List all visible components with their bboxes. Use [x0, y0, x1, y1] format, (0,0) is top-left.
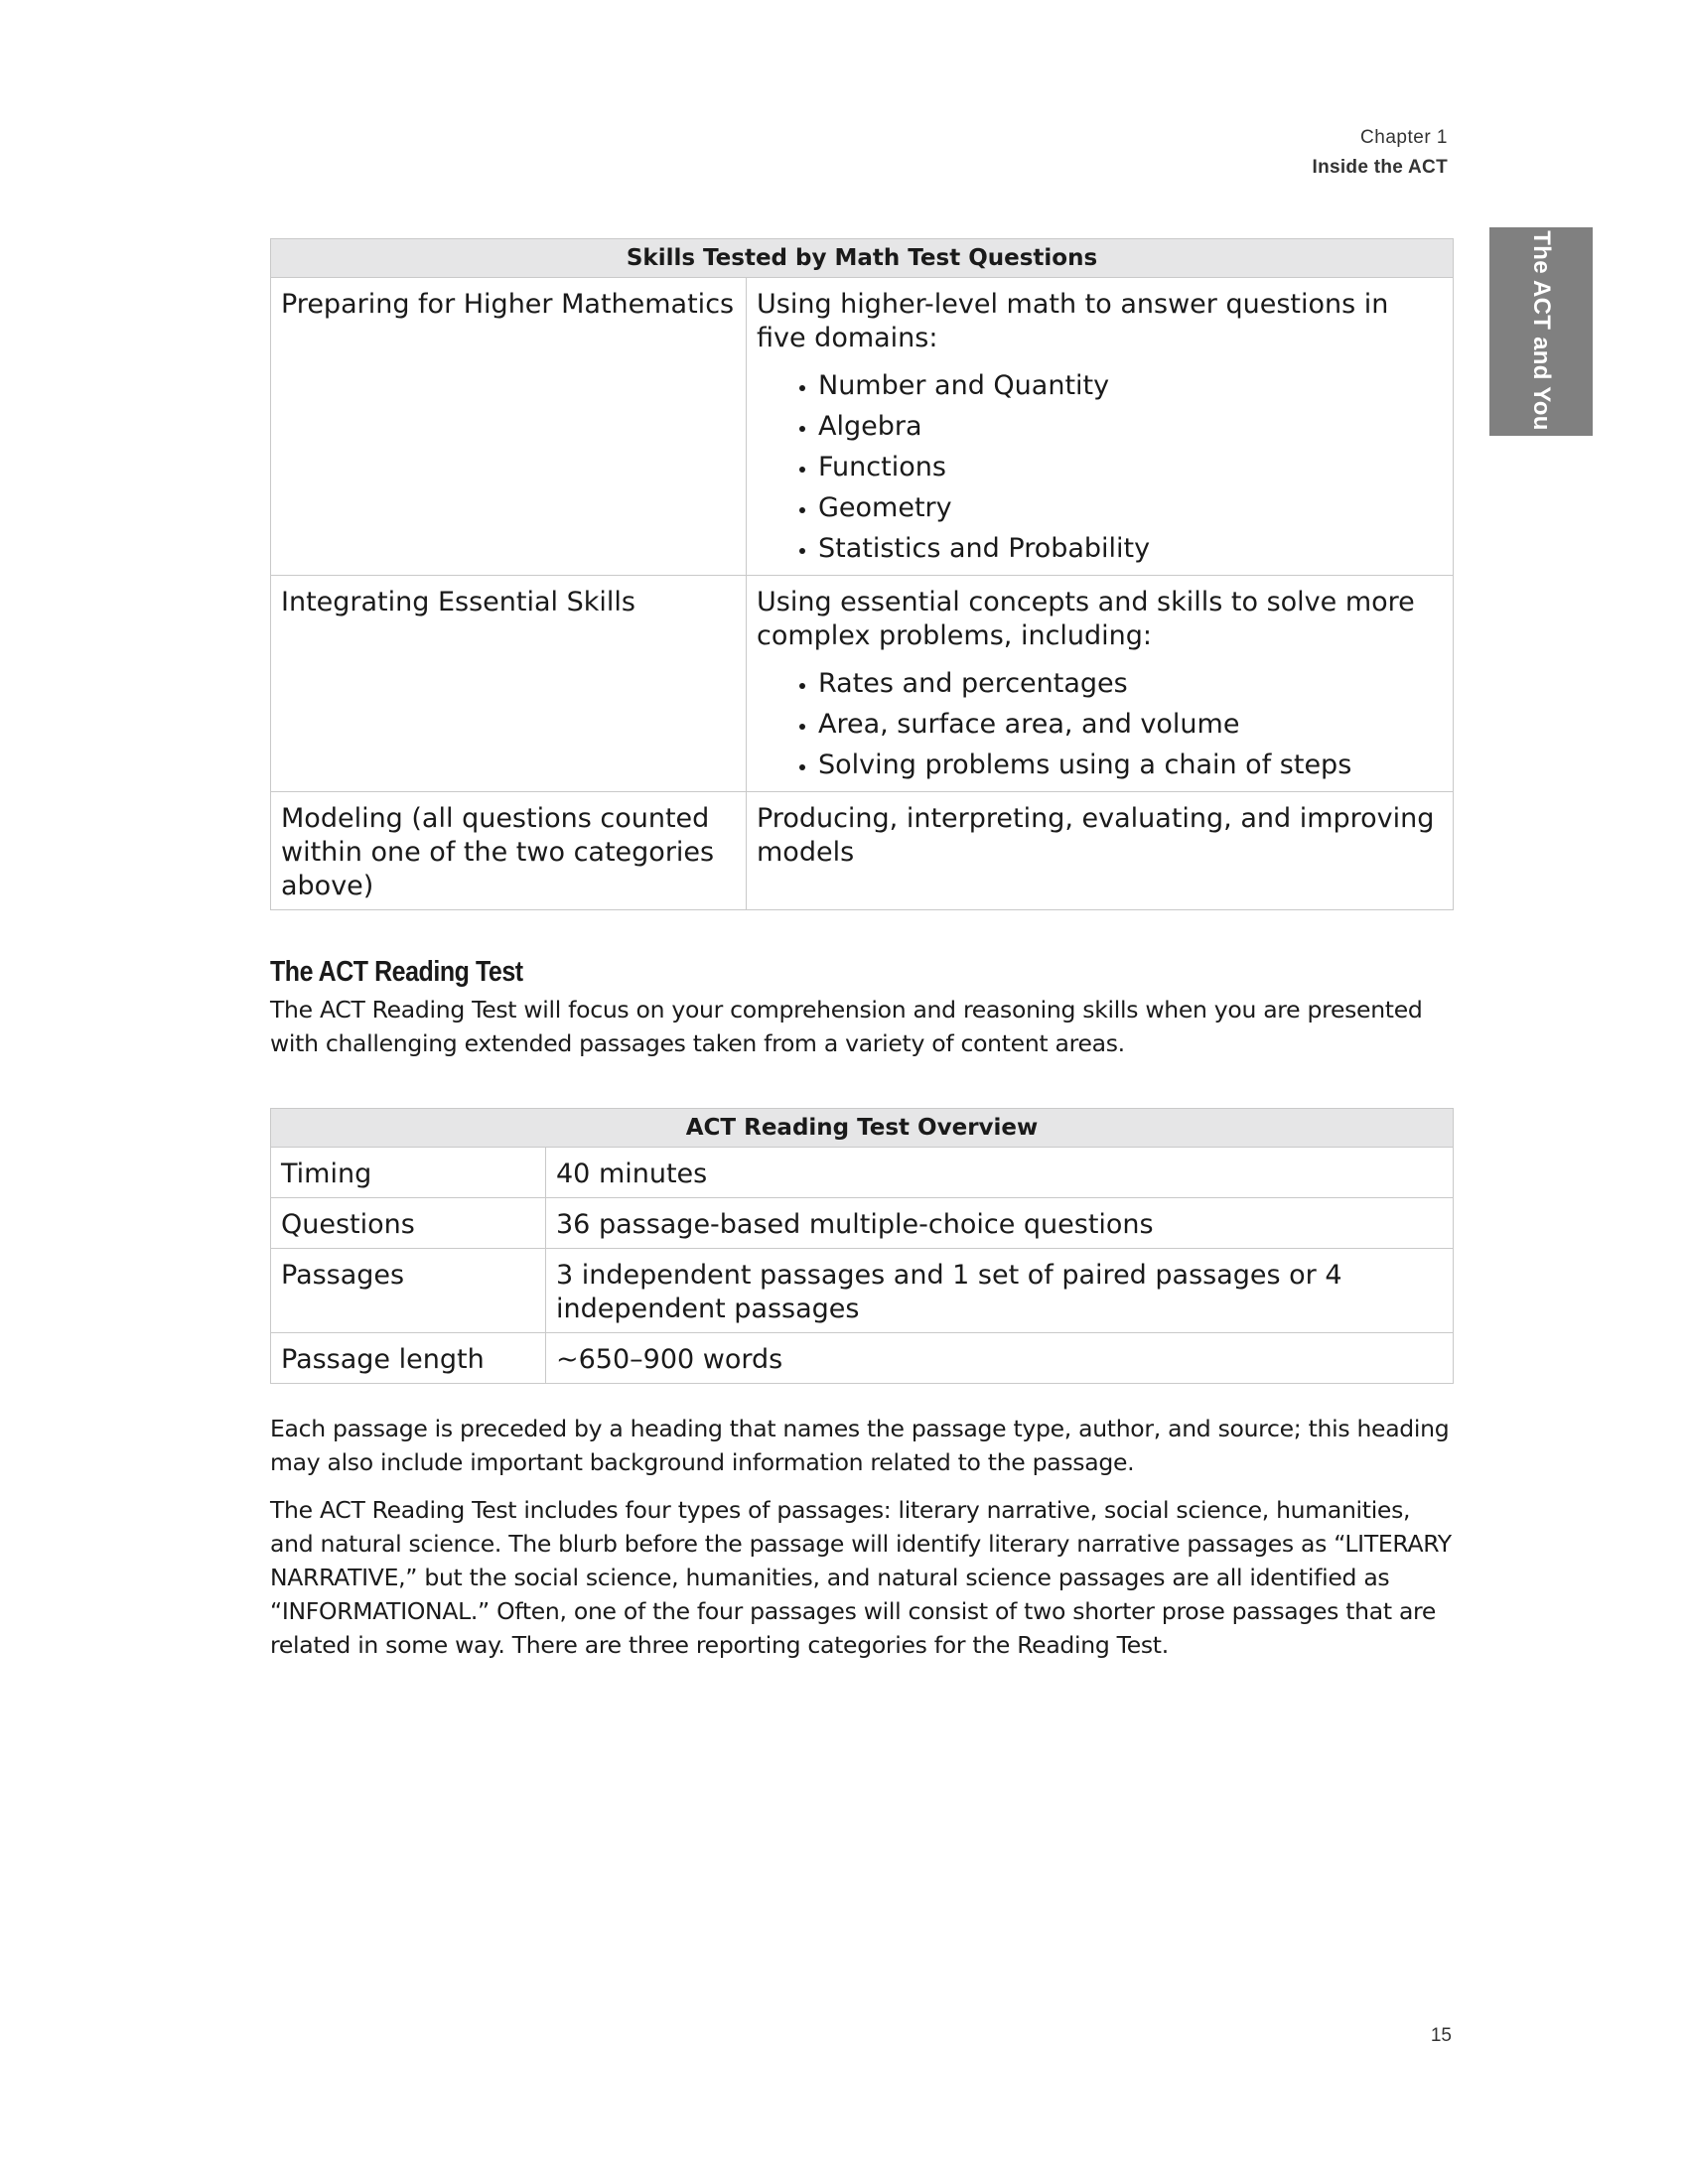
reading-table-title: ACT Reading Test Overview [271, 1109, 1454, 1148]
category-cell: Preparing for Higher Mathematics [271, 278, 747, 576]
math-skills-table [270, 238, 1454, 910]
description-cell [747, 576, 1454, 792]
description-text: Using essential concepts and skills to solve more complex problems, including: [757, 587, 1415, 651]
list-item: • Area, surface area, and volume [818, 704, 1443, 745]
table-row [271, 1333, 1454, 1384]
table-row [271, 1198, 1454, 1249]
list-item: • Geometry [818, 487, 1443, 528]
label-cell: Passage length [271, 1333, 546, 1384]
list-item: • Statistics and Probability [818, 528, 1443, 569]
label-cell: Passages [271, 1249, 546, 1333]
list-item: • Algebra [818, 406, 1443, 447]
value-cell: 36 passage-based multiple-choice questions [546, 1198, 1454, 1249]
table-row [271, 576, 1454, 792]
math-table-title: Skills Tested by Math Test Questions [271, 239, 1454, 278]
description-cell: Producing, interpreting, evaluating, and improving models [747, 792, 1454, 910]
chapter-title: Inside the ACT [1312, 157, 1448, 178]
description-text: Using higher-level math to answer questions in five domains: [757, 289, 1389, 353]
table-row [271, 1148, 1454, 1198]
section-heading: The ACT Reading Test [270, 956, 523, 988]
list-item: • Number and Quantity [818, 365, 1443, 406]
chapter-label: Chapter 1 [1360, 127, 1448, 148]
category-cell: Integrating Essential Skills [271, 576, 747, 792]
skills-list [757, 663, 1443, 785]
category-cell: Modeling (all questions counted within one of the two categories above) [271, 792, 747, 910]
table-row [271, 278, 1454, 576]
side-tab-label: The ACT and You [1528, 230, 1555, 431]
label-cell: Questions [271, 1198, 546, 1249]
page-number: 15 [1430, 2025, 1452, 2046]
body-paragraph: Each passage is preceded by a heading that names the passage type, author, and source; this heading may also include important background information related to the passage. [270, 1415, 1450, 1476]
list-item: • Solving problems using a chain of steps [818, 745, 1443, 785]
table-row [271, 792, 1454, 910]
value-cell: ~650–900 words [546, 1333, 1454, 1384]
domain-list [757, 365, 1443, 569]
list-item: • Functions [818, 447, 1443, 487]
label-cell: Timing [271, 1148, 546, 1198]
intro-paragraph: The ACT Reading Test will focus on your comprehension and reasoning skills when you are presented with challenging extended passages taken from a variety of content areas. [270, 996, 1423, 1057]
table-row [271, 1249, 1454, 1333]
page-content [270, 238, 1453, 1662]
description-cell [747, 278, 1454, 576]
value-cell: 40 minutes [546, 1148, 1454, 1198]
list-item: • Rates and percentages [818, 663, 1443, 704]
value-cell: 3 independent passages and 1 set of paired passages or 4 independent passages [546, 1249, 1454, 1333]
running-head [1312, 123, 1448, 183]
side-tab [1489, 227, 1593, 436]
reading-overview-table [270, 1108, 1454, 1384]
body-paragraph: The ACT Reading Test includes four types of passages: literary narrative, social science, humanities, and natural science. The blurb before the passage will identify literary narrative passages as “LITERARY NARRATIVE,” but the social science, humanities, and natural science passages are all identified as “INFORMATIONAL.” Often, one of the four passages will consist of two shorter prose passages that are related in some way. There are three reporting categories for the Reading Test. [270, 1496, 1452, 1659]
